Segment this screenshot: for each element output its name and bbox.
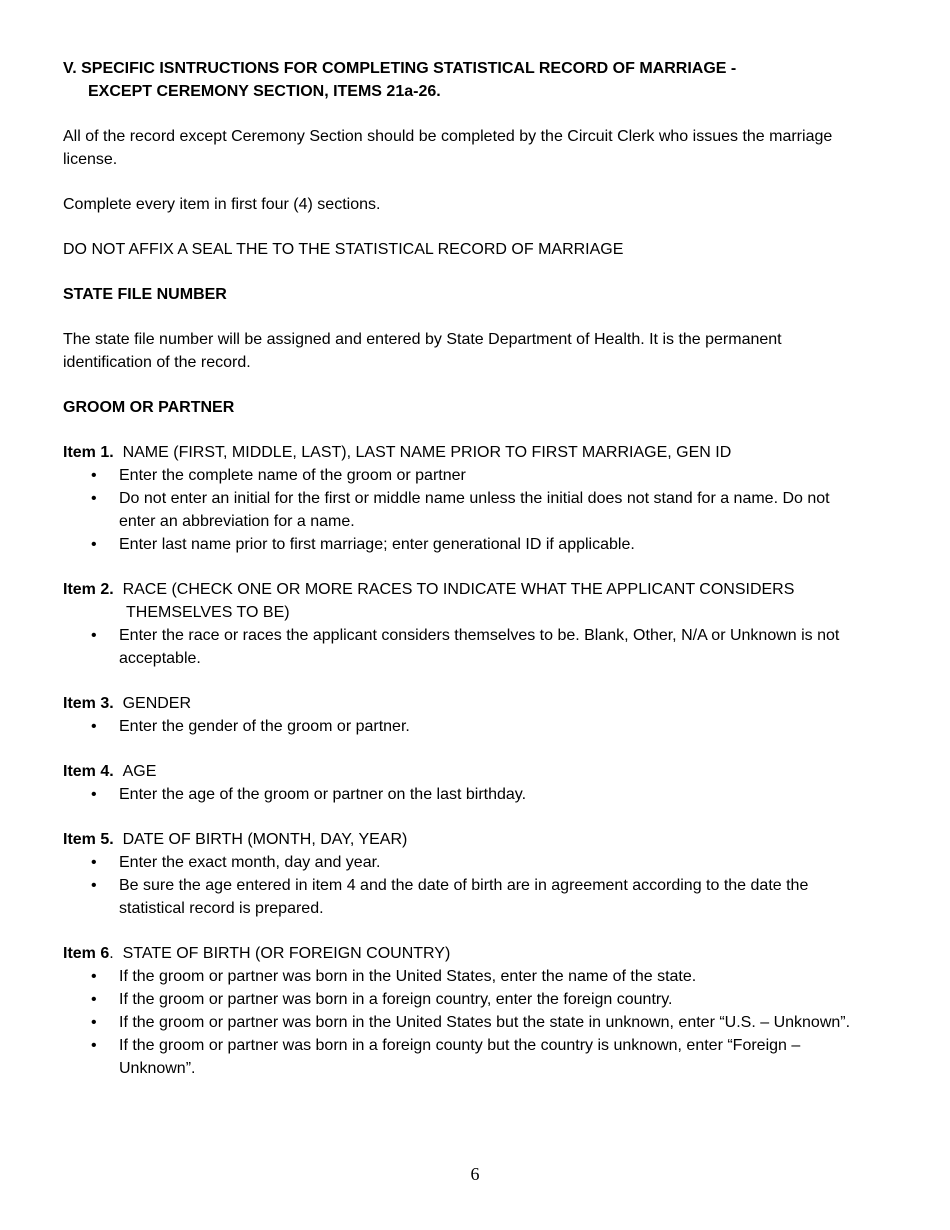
bullet-list (63, 851, 853, 920)
list-item (63, 1034, 853, 1080)
bullet-icon: • (91, 786, 97, 803)
list-item (63, 988, 853, 1011)
item-title-text: NAME (FIRST, MIDDLE, LAST), LAST NAME PRIOR TO FIRST MARRIAGE, GEN ID (122, 444, 732, 461)
item-title (63, 942, 853, 965)
bullet-icon: • (91, 968, 97, 985)
groom-heading: GROOM OR PARTNER (63, 399, 235, 416)
list-item-text: Enter the gender of the groom or partner. (119, 718, 410, 735)
intro-paragraph: All of the record except Ceremony Section should be completed by the Circuit Clerk who issues the marriage license. (63, 128, 833, 168)
list-item (63, 1011, 853, 1034)
item-label: Item 5. (63, 831, 114, 848)
bullet-icon: • (91, 467, 97, 484)
list-item (63, 965, 853, 988)
state-file-text: The state file number will be assigned and entered by State Department of Health. It is the permanent identification of the record. (63, 331, 782, 371)
item-6 (63, 942, 853, 1080)
page-number: 6 (470, 1164, 480, 1184)
item-label: Item 6 (63, 945, 110, 962)
list-item-text: Do not enter an initial for the first or middle name unless the initial does not stand for a name. Do not enter an abbreviation for a name. (119, 490, 830, 530)
item-title-text: AGE (122, 763, 157, 780)
item-label: Item 2. (63, 581, 114, 598)
item-title-text: GENDER (122, 695, 192, 712)
bullet-icon: • (91, 1014, 97, 1031)
list-item (63, 624, 853, 670)
bullet-icon: • (91, 718, 97, 735)
section-heading-line-2: EXCEPT CEREMONY SECTION, ITEMS 21a-26. (88, 83, 441, 100)
complete-note: Complete every item in first four (4) sections. (63, 196, 381, 213)
item-title-text: STATE OF BIRTH (OR FOREIGN COUNTRY) (122, 945, 451, 962)
list-item-text: Enter last name prior to first marriage; enter generational ID if applicable. (119, 536, 635, 553)
list-item-text: If the groom or partner was born in the United States but the state in unknown, enter “U.S. – Unknown”. (119, 1014, 851, 1031)
item-title (63, 828, 853, 851)
list-item-text: If the groom or partner was born in a foreign county but the country is unknown, enter “Foreign – Unknown”. (119, 1037, 801, 1077)
section-heading-line-1: V. SPECIFIC ISNTRUCTIONS FOR COMPLETING STATISTICAL RECORD OF MARRIAGE - (63, 60, 737, 77)
item-title-text: RACE (CHECK ONE OR MORE RACES TO INDICATE WHAT THE APPLICANT CONSIDERS (122, 581, 795, 598)
bullet-list (63, 464, 853, 556)
list-item (63, 874, 853, 920)
item-label: Item 3. (63, 695, 114, 712)
item-5 (63, 828, 853, 920)
item-label-suffix: . (109, 945, 114, 962)
item-4 (63, 760, 853, 806)
seal-note: DO NOT AFFIX A SEAL THE TO THE STATISTICAL RECORD OF MARRIAGE (63, 241, 624, 258)
item-label: Item 4. (63, 763, 114, 780)
item-2 (63, 578, 853, 670)
bullet-list (63, 715, 853, 738)
list-item (63, 533, 853, 556)
item-title (63, 692, 853, 715)
list-item-text: Enter the race or races the applicant considers themselves to be. Blank, Other, N/A or Unknown is not acceptable. (119, 627, 840, 667)
list-item (63, 464, 853, 487)
list-item-text: Enter the exact month, day and year. (119, 854, 381, 871)
item-title-continuation: THEMSELVES TO BE) (126, 604, 290, 621)
list-item (63, 487, 853, 533)
item-label: Item 1. (63, 444, 114, 461)
bullet-icon: • (91, 1037, 97, 1054)
item-3 (63, 692, 853, 738)
list-item-text: If the groom or partner was born in a foreign country, enter the foreign country. (119, 991, 673, 1008)
bullet-list (63, 965, 853, 1080)
list-item (63, 783, 853, 806)
bullet-icon: • (91, 991, 97, 1008)
document-page (63, 57, 853, 1080)
bullet-icon: • (91, 627, 97, 644)
bullet-list (63, 783, 853, 806)
bullet-list (63, 624, 853, 670)
item-title-text: DATE OF BIRTH (MONTH, DAY, YEAR) (122, 831, 408, 848)
item-title (63, 441, 853, 464)
bullet-icon: • (91, 877, 97, 894)
bullet-icon: • (91, 854, 97, 871)
list-item (63, 851, 853, 874)
list-item-text: Enter the age of the groom or partner on the last birthday. (119, 786, 527, 803)
bullet-icon: • (91, 536, 97, 553)
item-title (63, 578, 853, 624)
list-item (63, 715, 853, 738)
list-item-text: Enter the complete name of the groom or partner (119, 467, 466, 484)
list-item-text: If the groom or partner was born in the United States, enter the name of the state. (119, 968, 697, 985)
list-item-text: Be sure the age entered in item 4 and the date of birth are in agreement according to the date the statistical record is prepared. (119, 877, 809, 917)
bullet-icon: • (91, 490, 97, 507)
item-1 (63, 441, 853, 556)
state-file-heading: STATE FILE NUMBER (63, 286, 227, 303)
item-title (63, 760, 853, 783)
